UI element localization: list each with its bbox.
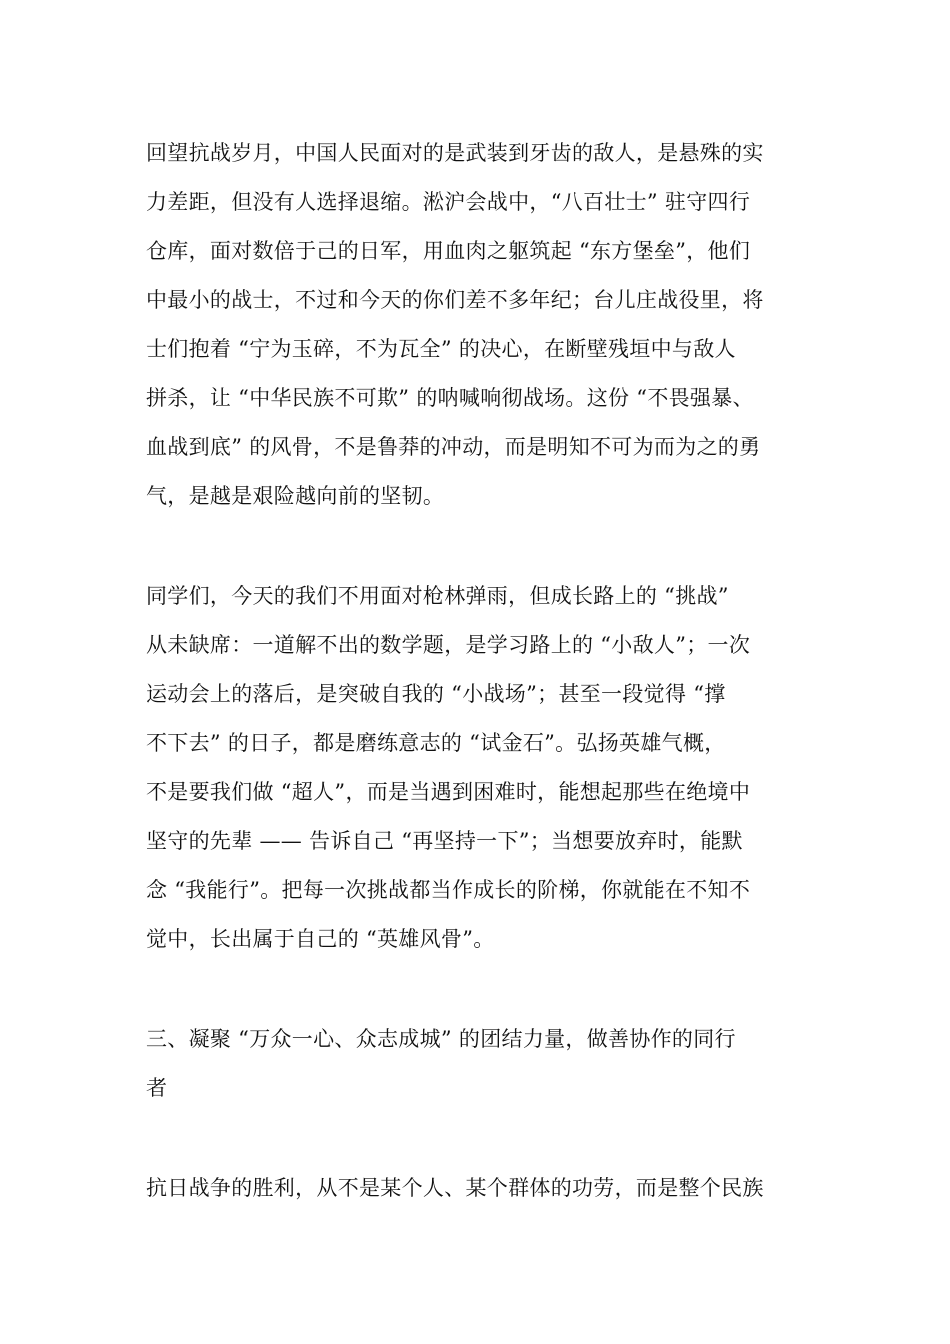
heading-line: 者 [146,1076,168,1100]
paragraph-line: 念 “我能行”。把每一次挑战都当作成长的阶梯，你就能在不知不 [146,878,751,902]
paragraph-line: 同学们，今天的我们不用面对枪林弹雨，但成长路上的 “挑战” [146,584,729,608]
paragraph-line: 抗日战争的胜利，从不是某个人、某个群体的功劳，而是整个民族 [146,1176,764,1200]
paragraph-line: 中最小的战士，不过和今天的你们差不多年纪；台儿庄战役里，将 [146,288,764,312]
paragraph-line: 不是要我们做 “超人”，而是当遇到困难时，能想起那些在绝境中 [146,780,751,804]
paragraph-line: 坚守的先辈 —— 告诉自己 “再坚持一下”；当想要放弃时，能默 [146,829,743,853]
paragraph-line: 士们抱着 “宁为玉碎，不为瓦全” 的决心，在断壁残垣中与敌人 [146,337,736,361]
paragraph-line: 回望抗战岁月，中国人民面对的是武装到牙齿的敌人，是悬殊的实 [146,141,764,165]
paragraph-line: 气，是越是艰险越向前的坚韧。 [146,484,445,508]
paragraph-line: 力差距，但没有人选择退缩。淞沪会战中，“八百壮士” 驻守四行 [146,190,751,214]
paragraph-line: 觉中，长出属于自己的 “英雄风骨”。 [146,927,495,951]
paragraph-line: 运动会上的落后，是突破自我的 “小战场”；甚至一段觉得 “撑 [146,682,726,706]
paragraph-line: 血战到底” 的风骨，不是鲁莽的冲动，而是明知不可为而为之的勇 [146,435,761,459]
paragraph-line: 仓库，面对数倍于己的日军，用血肉之躯筑起 “东方堡垒”，他们 [146,239,751,263]
paragraph-line: 不下去” 的日子，都是磨练意志的 “试金石”。弘扬英雄气概， [146,731,726,755]
paragraph-line: 从未缺席：一道解不出的数学题，是学习路上的 “小敌人”；一次 [146,633,751,657]
heading-line: 三、凝聚 “万众一心、众志成城” 的团结力量，做善协作的同行 [146,1027,736,1051]
paragraph-line: 拼杀，让 “中华民族不可欺” 的呐喊响彻战场。这份 “不畏强暴、 [146,386,754,410]
